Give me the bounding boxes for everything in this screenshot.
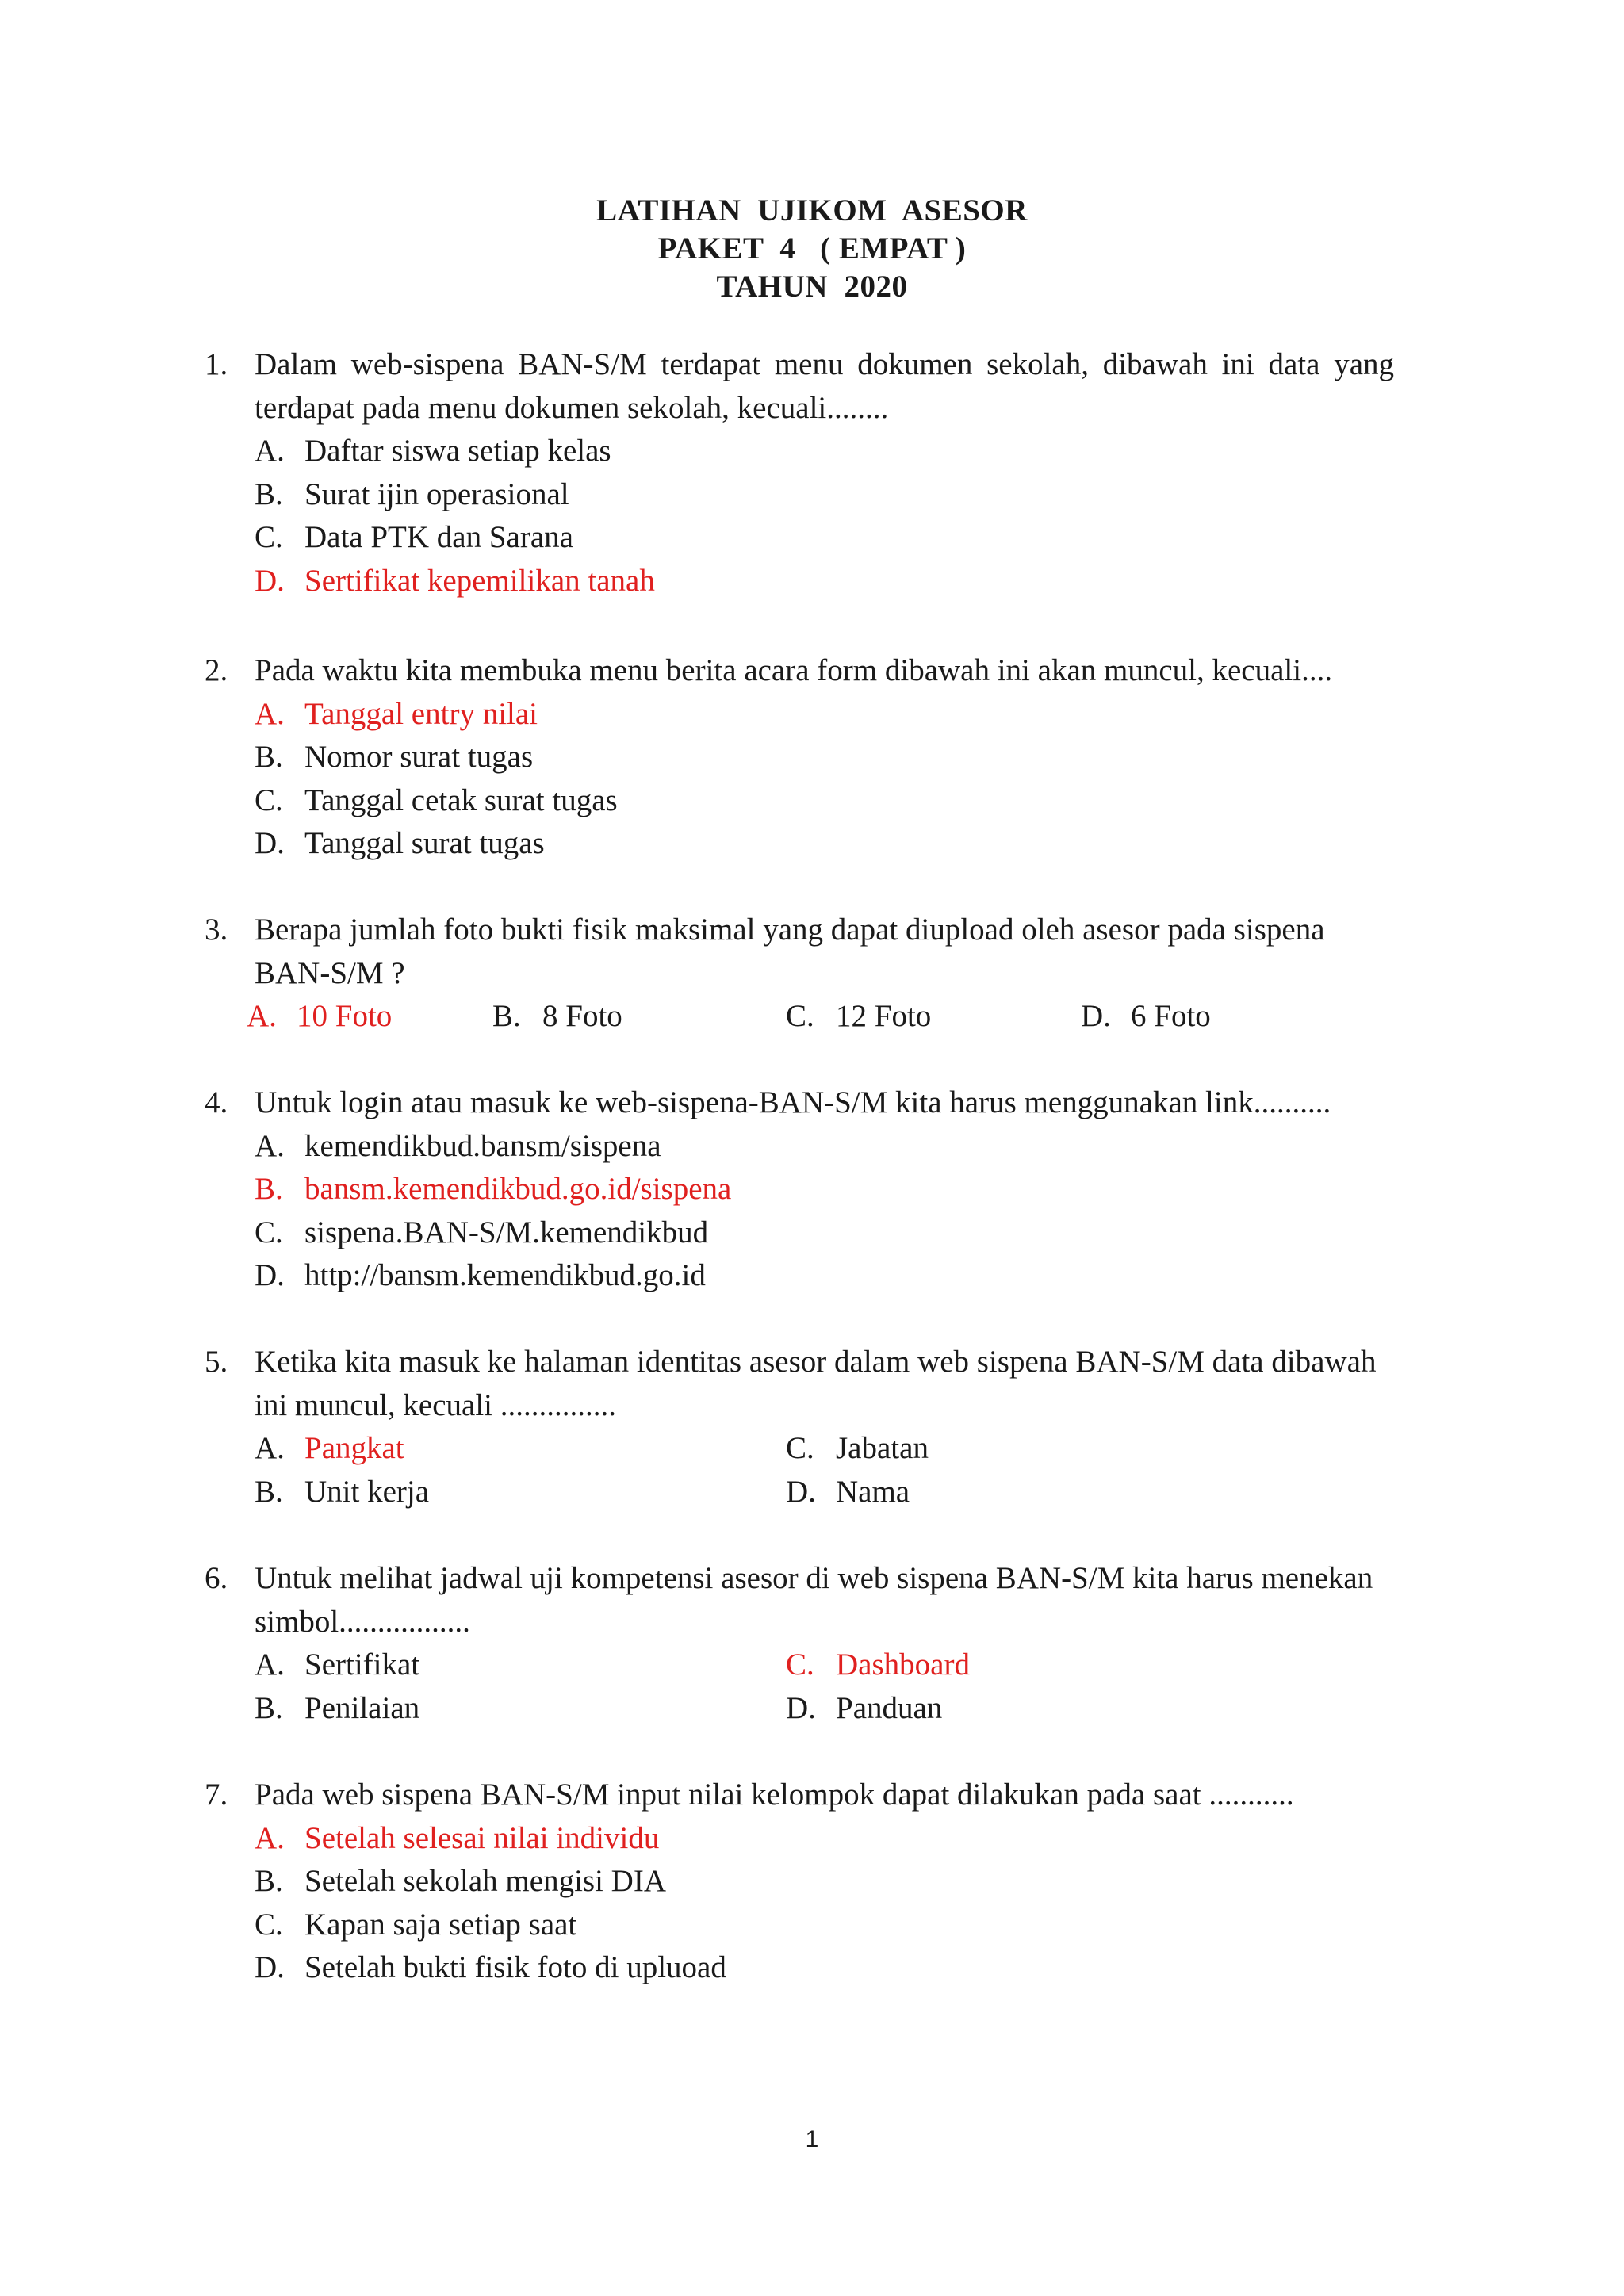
question-6 bbox=[205, 1557, 1394, 1730]
option-c: C. sispena.BAN-S/M.kemendikbud bbox=[255, 1215, 709, 1249]
option-a-answer: A. 10 Foto bbox=[247, 999, 393, 1033]
question-number: 7. bbox=[205, 1777, 228, 1812]
option-b: B. Nomor surat tugas bbox=[255, 740, 534, 774]
question-stem: Dalam web-sispena BAN-S/M terdapat menu dokumen sekolah, dibawah ini data yang terdapat pada menu dokumen sekolah, kecuali........ bbox=[255, 347, 1394, 425]
option-a-answer: A. Setelah selesai nilai individu bbox=[255, 1820, 660, 1855]
question-number: 2. bbox=[205, 653, 228, 687]
option-b: B. Setelah sekolah mengisi DIA bbox=[255, 1864, 666, 1898]
question-stem: Untuk melihat jadwal uji kompetensi asesor di web sispena BAN-S/M kita harus menekan simbol................. bbox=[255, 1561, 1373, 1639]
option-a-answer: A. Pangkat bbox=[255, 1431, 404, 1465]
question-1 bbox=[205, 343, 1394, 603]
option-d: D. Nama bbox=[786, 1474, 910, 1509]
option-b: B. 8 Foto bbox=[492, 999, 622, 1033]
options-row bbox=[255, 1471, 1394, 1514]
option-c: C. Tanggal cetak surat tugas bbox=[255, 783, 618, 817]
page-number: 1 bbox=[805, 2126, 819, 2152]
option-d: D. http://bansm.kemendikbud.go.id bbox=[255, 1258, 706, 1292]
option-b: B. Surat ijin operasional bbox=[255, 476, 569, 511]
options-row bbox=[255, 1687, 1394, 1731]
question-number: 5. bbox=[205, 1345, 228, 1379]
option-c: C. Kapan saja setiap saat bbox=[255, 1907, 577, 1942]
options-row bbox=[255, 1427, 1394, 1471]
option-c: C. Data PTK dan Sarana bbox=[255, 520, 573, 554]
question-number: 6. bbox=[205, 1561, 228, 1595]
question-2 bbox=[205, 649, 1394, 866]
option-a-answer: A. Tanggal entry nilai bbox=[255, 696, 538, 731]
header-package: PAKET 4 ( EMPAT ) bbox=[657, 232, 967, 266]
header-year: TAHUN 2020 bbox=[716, 270, 908, 304]
question-7 bbox=[205, 1774, 1394, 1990]
option-c: C. 12 Foto bbox=[786, 999, 932, 1033]
question-stem: Ketika kita masuk ke halaman identitas asesor dalam web sispena BAN-S/M data dibawah ini muncul, kecuali ............... bbox=[255, 1345, 1377, 1422]
question-3 bbox=[205, 909, 1394, 1039]
document-header bbox=[0, 192, 1624, 306]
option-d: D. Panduan bbox=[786, 1690, 943, 1725]
question-number: 3. bbox=[205, 913, 228, 947]
question-5 bbox=[205, 1341, 1394, 1513]
question-stem: Berapa jumlah foto bukti fisik maksimal yang dapat diupload oleh asesor pada sispena BAN-S/M ? bbox=[255, 913, 1325, 990]
option-a: A. Sertifikat bbox=[255, 1647, 420, 1682]
option-a: A. kemendikbud.bansm/sispena bbox=[255, 1128, 661, 1163]
option-d: D. 6 Foto bbox=[1081, 999, 1211, 1033]
option-a: A. Daftar siswa setiap kelas bbox=[255, 434, 611, 468]
option-d-answer: D. Sertifikat kepemilikan tanah bbox=[255, 563, 655, 598]
options-row bbox=[247, 995, 1394, 1039]
option-d: D. Tanggal surat tugas bbox=[255, 826, 545, 860]
question-stem: Pada web sispena BAN-S/M input nilai kelompok dapat dilakukan pada saat ........... bbox=[255, 1777, 1294, 1812]
option-b: B. Unit kerja bbox=[255, 1474, 430, 1509]
header-title: LATIHAN UJIKOM ASESOR bbox=[596, 193, 1028, 228]
option-b-answer: B. bansm.kemendikbud.go.id/sispena bbox=[255, 1172, 732, 1206]
options-row bbox=[255, 1644, 1394, 1687]
option-c-answer: C. Dashboard bbox=[786, 1647, 970, 1682]
option-b: B. Penilaian bbox=[255, 1690, 420, 1725]
question-4 bbox=[205, 1081, 1394, 1298]
option-c: C. Jabatan bbox=[786, 1431, 929, 1465]
question-stem: Untuk login atau masuk ke web-sispena-BAN-S/M kita harus menggunakan link.......... bbox=[255, 1085, 1331, 1119]
question-stem: Pada waktu kita membuka menu berita acara form dibawah ini akan muncul, kecuali.... bbox=[255, 653, 1333, 687]
question-number: 1. bbox=[205, 347, 228, 381]
question-number: 4. bbox=[205, 1085, 228, 1119]
option-d: D. Setelah bukti fisik foto di upluoad bbox=[255, 1950, 726, 1984]
